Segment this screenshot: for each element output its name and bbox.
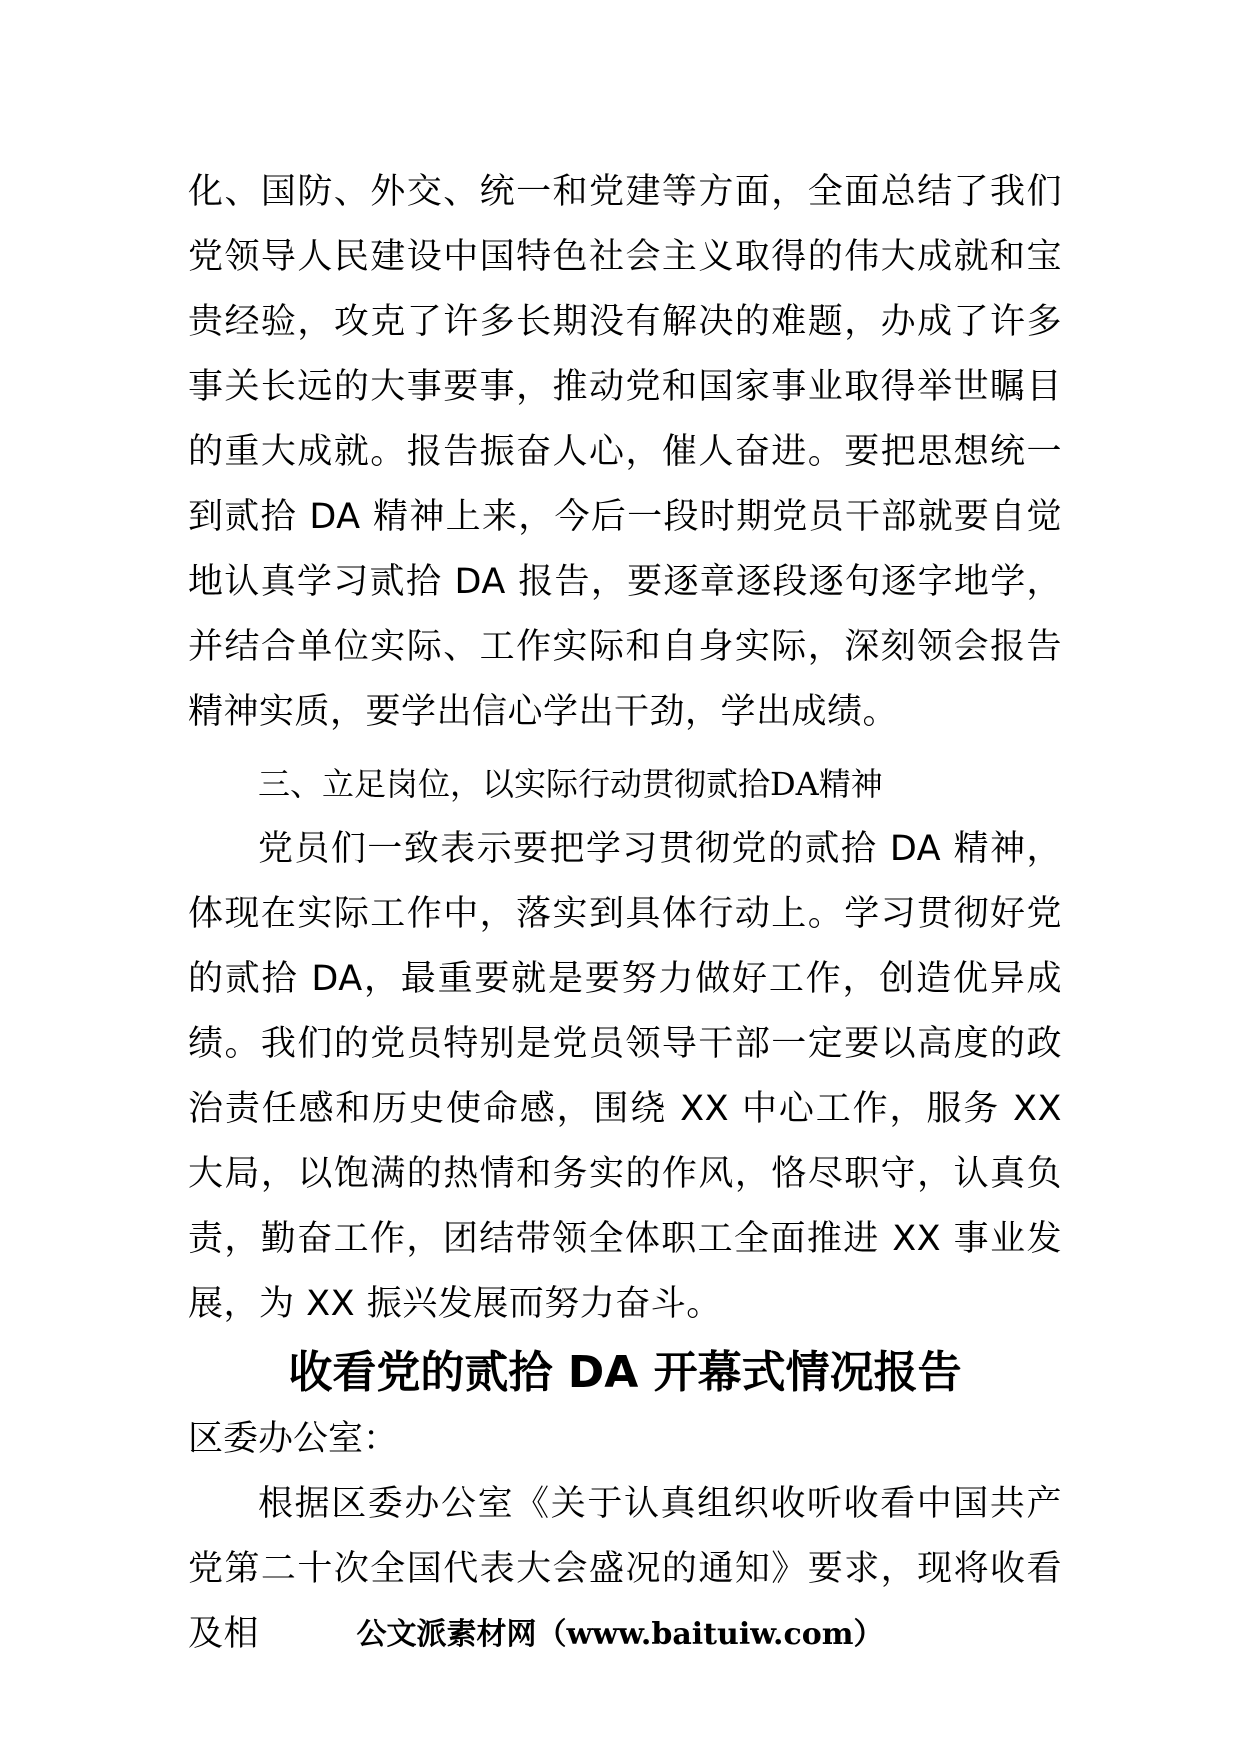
paragraph: 党员们一致表示要把学习贯彻党的贰拾 DA 精神，体现在实际工作中，落实到具体行动上。学习贯彻好党的贰拾 DA，最重要就是要努力做好工作，创造优异成绩。我们的党员特别是党员领导干部一定要以高度的政治责任感和历史使命感，围绕 XX 中心工作，服务 XX 大局，以饱满的热情和务实的作风，恪尽职守，认真负责，勤奋工作，团结带领全体职工全面推进 XX 事业发展，为 XX 振兴发展而努力奋斗。 xyxy=(188,829,1062,1324)
paragraph: 化、国防、外交、统一和党建等方面，全面总结了我们党领导人民建设中国特色社会主义取得的伟大成就和宝贵经验，攻克了许多长期没有解决的难题，办成了许多事关长远的大事要事，推动党和国家事业取得举世瞩目的重大成就。报告振奋人心，催人奋进。要把思想统一到贰拾 DA 精神上来，今后一段时期党员干部就要自觉地认真学习贰拾 DA 报告，要逐章逐段逐句逐字地学，并结合单位实际、工作实际和自身实际，深刻领会报告精神实质，要学出信心学出干劲，学出成绩。 xyxy=(188,172,1062,732)
salutation: 区委办公室： xyxy=(188,1419,399,1459)
section-heading: 三、立足岗位，以实际行动贯彻贰拾DA精神 xyxy=(258,765,883,803)
paragraph: 根据区委办公室《关于认真组织收听收看中国共产党第二十次全国代表大会盛况的通知》要求，现将收看及相 xyxy=(188,1484,1062,1654)
body-text-top xyxy=(188,160,1062,745)
document-title: 收看党的贰拾 DA 开幕式情况报告 xyxy=(288,1347,962,1398)
body-text-section xyxy=(188,817,1062,1337)
footer-watermark: 公文派素材网（www.baituiw.com） xyxy=(356,1617,884,1652)
